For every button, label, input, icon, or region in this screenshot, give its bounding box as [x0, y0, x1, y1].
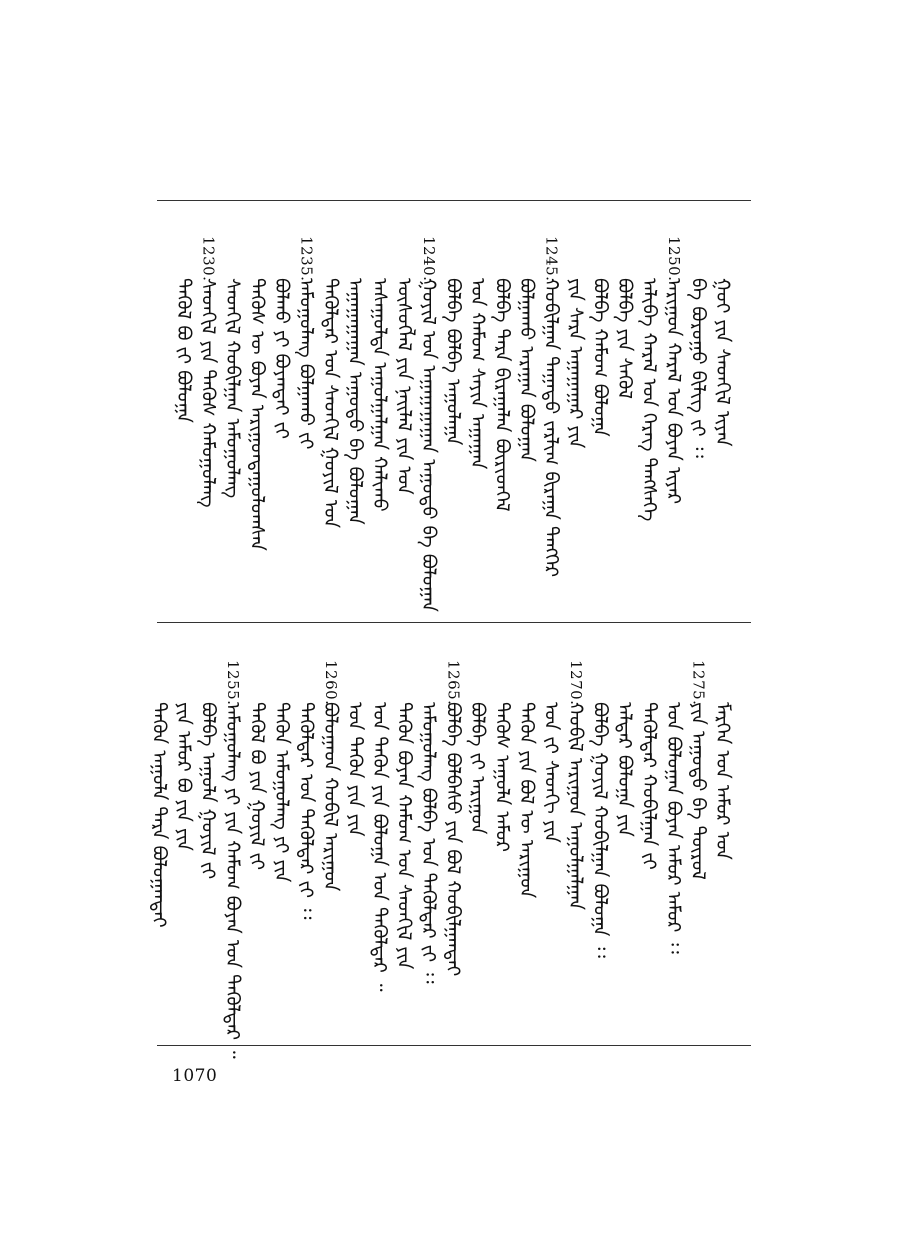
verse-column	[539, 236, 563, 577]
verse-number: 1240.	[420, 236, 438, 282]
verse-text: ᠠᠷᠢᠭᠤᠨ ᠬᠠᠷᠠᠯ ᠤᠨ ᠪᠤᠶᠠᠨ ᠢᠶᠠᠷ	[662, 278, 685, 505]
verse-text: ᠲᠡᠭᠦᠯ ᠪᠤ ᠵᠢ ᠪᠤᠯᠤᠭᠠ	[172, 278, 195, 424]
verse-column	[441, 660, 465, 976]
verse-column	[662, 236, 686, 504]
verse-text: ᠲᠡᠭᠦᠰ ᠠᠭᠤᠯᠠ ᠠᠮᠤᠷ	[491, 702, 513, 853]
verse-text: ᠲᠡᠭᠦᠰ ᠦ ᠪᠤᠶᠠᠨ ᠠᠷᠢᠭᠤᠨᠳᠠᠭᠤᠯᠤᠭᠰᠠᠨ	[246, 278, 268, 551]
verse-column	[515, 236, 539, 462]
verse-text: ᠲᠡᠭᠦᠯᠳᠡᠷ ᠬᠤᠪᠢᠯᠭᠠᠨ ᠵᠢ	[638, 702, 660, 870]
verse-column	[147, 660, 171, 928]
verse-column	[221, 660, 245, 1059]
verse-text: ᠪᠤᠯᠪᠠ ᠵᠢ ᠠᠷᠢᠭᠤᠨ	[466, 702, 489, 835]
verse-text: ᠪᠡ ᠪᠤᠷᠤᠭᠤ ᠪᠢᠯᠢᠭ ᠵᠢ ᠄᠄	[687, 278, 709, 458]
verse-number: 1230.	[199, 236, 218, 282]
verse-text: ᠲᠡᠭᠦᠯᠳᠡᠷ ᠤᠨ ᠰᠡᠳᠬᠢᠯ ᠭᠤᠶᠢᠯ ᠤᠨ	[319, 278, 342, 529]
verse-column	[368, 236, 392, 512]
verse-text: ᠠᠰᠠᠭᠤᠯᠲᠠ ᠠᠭᠤᠯᠭᠠᠯᠭᠠᠨ ᠬᠠᠯᠢᠬᠤ	[368, 278, 391, 512]
verse-text: ᠶᠢᠨ ᠠᠮᠤᠷ ᠪᠤ ᠶᠢᠨ ᠶᠢᠨ	[172, 702, 195, 851]
verse-column	[637, 660, 661, 870]
verse-text: ᠠᠮᠤᠭᠤᠯᠠᠩ ᠶᠢ ᠶᠢᠨ ᠬᠠᠮᠤᠭ ᠪᠤᠶᠠᠨ ᠤᠨ ᠲᠡᠭᠦᠯᠳᠡᠷ ᠃	[221, 702, 244, 1059]
verse-column	[539, 660, 563, 843]
verse-number: 1270.	[567, 660, 585, 706]
verse-text: ᠲᠡᠭᠦᠨ ᠪᠤᠶᠠᠨ ᠬᠠᠮᠤᠭ ᠤᠨ ᠰᠡᠳᠬᠢᠯ ᠶᠢᠨ	[393, 702, 415, 970]
verse-column	[515, 660, 539, 898]
verse-column	[245, 660, 269, 870]
verse-text: ᠪᠤᠯᠪᠠ ᠲᠡᠷᠡ ᠪᠢᠷᠠᠭᠠᠯᠠᠨ ᠪᠦᠷᠢᠳᠬᠡᠯ	[491, 278, 513, 512]
verse-text: ᠪᠤᠯᠤᠭᠠᠳ ᠬᠤᠪᠢᠯ ᠠᠷᠢᠭᠤᠨ	[319, 702, 342, 892]
verse-column	[490, 236, 514, 512]
verse-text: ᠮᠡᠷᠭᠡᠨ ᠤᠨ ᠠᠮᠤᠷ ᠤᠨ	[711, 702, 734, 860]
verse-column	[613, 236, 637, 399]
verse-text: ᠰᠡᠳᠬᠢᠯ ᠬᠤᠪᠢᠯᠭᠠᠨ ᠠᠮᠤᠭᠤᠯᠠᠩ	[221, 278, 244, 499]
verse-block-upper	[157, 236, 751, 613]
verse-number: 1245.	[542, 236, 561, 282]
verse-text: ᠠᠯᠢᠪᠠ ᠬᠠᠷᠠᠯ ᠤᠨ ᠬᠡᠷᠡᠭ ᠲᠡᠩᠰᠡᠭᠡ	[638, 278, 660, 522]
verse-column	[196, 236, 220, 508]
verse-text: ᠤᠨ ᠬᠠᠮᠤᠭ ᠰᠠᠶᠢᠨ ᠠᠭᠠᠭᠠᠨ	[466, 278, 489, 470]
verse-column	[343, 236, 367, 525]
verse-column	[466, 660, 490, 835]
verse-column	[343, 660, 367, 837]
verse-column	[172, 660, 196, 851]
verse-text: ᠪᠤᠯᠪᠠ ᠭᠤᠶᠢᠯ ᠬᠤᠪᠢᠯᠭᠠᠨ ᠪᠤᠯᠤᠭᠠ ᠄᠄	[589, 702, 611, 958]
verse-column	[270, 236, 294, 439]
verse-column	[637, 236, 661, 521]
verse-text: ᠠᠮᠤᠭᠤᠯᠠᠩ ᠪᠤᠯᠪᠠ ᠤᠨ ᠲᠡᠭᠦᠯᠳᠡᠷ ᠵᠢ ᠄᠄	[417, 702, 440, 984]
verse-column	[172, 236, 196, 423]
verse-text: ᠪᠤᠯᠪᠠ ᠪᠤᠯᠪᠠᠰᠤ ᠶᠢᠨ ᠪᠤᠯ ᠬᠤᠪᠢᠯᠭᠠᠨᠲᠠᠢ	[442, 702, 464, 977]
verse-number: 1235.	[297, 236, 316, 282]
verse-column	[294, 236, 318, 449]
verse-column	[417, 236, 441, 612]
verse-column	[392, 660, 416, 969]
verse-text: ᠠᠭᠠᠭᠠᠭᠠᠭᠠᠨ ᠠᠭᠤᠳᠤ ᠪᠠ ᠪᠤᠯᠤᠭᠠᠨ	[344, 278, 366, 525]
verse-number: 1250.	[665, 236, 683, 282]
bottom-rule	[157, 1045, 751, 1046]
verse-text: ᠠᠮᠤᠭᠤᠯᠠᠩ ᠪᠤᠯᠭᠠᠬᠤ ᠵᠢ	[295, 278, 317, 450]
verse-column	[686, 236, 710, 458]
verse-column	[441, 236, 465, 445]
verse-column	[564, 236, 588, 448]
verse-column	[417, 660, 441, 984]
top-rule	[157, 200, 751, 201]
verse-column	[490, 660, 514, 852]
verse-text: ᠭᠤᠶᠢᠯ ᠤᠨ ᠠᠭᠠᠭᠠᠭᠠᠭᠠᠨ ᠠᠭᠤᠳᠤ ᠪᠠ ᠪᠤᠯᠤᠭᠠᠨ	[417, 278, 440, 613]
verse-text: ᠶᠢᠨ ᠰᠠᠷᠠ ᠠᠭᠠᠭᠠᠭᠠᠷ ᠶᠢᠨ	[564, 278, 587, 449]
verse-text: ᠪᠤᠯᠪᠠ ᠶᠢᠨ ᠰᠡᠭᠦᠯ	[613, 278, 636, 400]
verse-text: ᠦᠰᠦᠭᠯᠡᠯ ᠶᠢᠨ ᠨᠡᠢᠯᠡᠯ ᠶᠢᠨ ᠤᠨ	[393, 278, 415, 495]
verse-column	[245, 236, 269, 551]
verse-column	[270, 660, 294, 882]
verse-column	[588, 236, 612, 437]
verse-text: ᠬᠤᠪᠢᠯᠭᠠᠨ ᠳᠠᠭᠠᠳᠤ ᠵᠠᠷᠯᠢᠭ ᠪᠢᠷᠠᠭᠠ ᠲᠡᠩᠭᠡᠷ	[540, 278, 562, 578]
verse-text: ᠲᠡᠭᠦᠨ ᠶᠢᠨ ᠪᠤᠯ ᠦ ᠠᠷᠢᠭᠤᠨ	[515, 702, 538, 899]
verse-text: ᠠᠯᠳᠠᠷ ᠪᠤᠯᠤᠭᠠ ᠶᠢᠨ	[613, 702, 636, 837]
verse-text: ᠪᠤᠯᠪᠠ ᠪᠤᠯᠪᠠ ᠠᠭᠤᠯᠠᠭᠠ	[442, 278, 464, 446]
verse-text: ᠤᠨ ᠪᠤᠯᠤᠭᠠᠨ ᠪᠤᠶᠠᠨ ᠠᠮᠤᠷ ᠠᠮᠤᠷ ᠄᠄	[662, 702, 685, 954]
verse-text: ᠪᠤᠯᠭᠠᠬᠤ ᠠᠷᠠᠭᠠᠨ ᠪᠤᠯᠤᠭᠠᠨ	[515, 278, 538, 463]
verse-column	[662, 660, 686, 954]
verse-text: ᠲᠡᠭᠦᠯ ᠪᠤ ᠶᠢᠨ ᠭᠤᠶᠢᠯ ᠵᠢ	[246, 702, 268, 870]
verse-column	[319, 236, 343, 528]
verse-column	[392, 236, 416, 495]
verse-text: ᠬᠤᠪᠢᠯ ᠠᠷᠢᠭᠤᠨ ᠠᠭᠤᠯᠭᠠᠯᠭᠠᠨ	[564, 702, 587, 911]
verse-number: 1255.	[224, 660, 242, 706]
verse-text: ᠤᠨ ᠵᠢ ᠰᠡᠳᠬᠢ ᠶᠢᠨ	[540, 702, 562, 843]
verse-number: 1260.	[322, 660, 340, 706]
verse-text: ᠶᠢᠨ ᠠᠭᠤᠳᠤ ᠪᠠ ᠲᠦᠷᠦᠯ	[687, 702, 709, 880]
verse-text: ᠤᠨ ᠲᠡᠭᠦᠨ ᠶᠢᠨ ᠪᠤᠯᠤᠭᠠ ᠤᠨ ᠲᠡᠭᠦᠯᠳᠡᠷ ᠃	[368, 702, 391, 992]
verse-column	[711, 236, 735, 447]
verse-text: ᠲᠡᠭᠦᠨ ᠠᠭᠤᠯᠠ ᠲᠡᠷᠡ ᠪᠤᠯᠤᠭᠠᠨᠲᠠᠢ	[148, 702, 170, 928]
verse-text: ᠪᠤᠯᠪᠠ ᠬᠠᠮᠤᠭ ᠪᠤᠯᠤᠭᠠ	[589, 278, 611, 437]
middle-rule	[157, 622, 751, 623]
verse-column	[466, 236, 490, 469]
verse-column	[564, 660, 588, 910]
verse-text: ᠲᠡᠭᠦᠯᠳᠡᠷ ᠤᠨ ᠲᠡᠭᠦᠯᠳᠡᠷ ᠵᠢ ᠄᠄	[295, 702, 317, 920]
verse-block-lower	[148, 660, 751, 1059]
verse-text: ᠪᠤᠯᠬᠤ ᠶᠢ ᠪᠤᠶᠠᠨᠲᠠᠢ ᠵᠢ	[270, 278, 293, 440]
verse-column	[221, 236, 245, 498]
verse-column	[613, 660, 637, 837]
verse-text: ᠤᠨ ᠲᠡᠭᠦᠨ ᠶᠢᠨ ᠶᠢᠨ	[344, 702, 366, 837]
page-number: 1070	[172, 1066, 218, 1086]
verse-column	[686, 660, 710, 880]
verse-number: 1265.	[444, 660, 463, 706]
verse-text: ᠰᠡᠳᠬᠢᠯ ᠶᠢᠨ ᠲᠡᠭᠦᠰ ᠬᠠᠮᠤᠭᠤᠯᠠᠩ	[197, 278, 219, 508]
verse-column	[368, 660, 392, 992]
verse-column	[196, 660, 220, 879]
verse-column	[711, 660, 735, 860]
verse-text: ᠭᠤᠶ ᠶᠢᠨ ᠰᠡᠳᠬᠢᠯ ᠢᠶᠡᠨ	[711, 278, 734, 447]
verse-text: ᠪᠤᠯᠪᠠ ᠠᠭᠤᠯᠠ ᠭᠤᠶᠢᠯ ᠵᠢ	[197, 702, 219, 880]
verse-column	[319, 660, 343, 891]
verse-text: ᠲᠡᠭᠦᠨ ᠠᠮᠤᠭᠤᠯᠠᠩ ᠶᠢ ᠶᠢᠨ	[270, 702, 293, 883]
verse-column	[294, 660, 318, 919]
verse-number: 1275.	[689, 660, 708, 706]
verse-column	[588, 660, 612, 958]
